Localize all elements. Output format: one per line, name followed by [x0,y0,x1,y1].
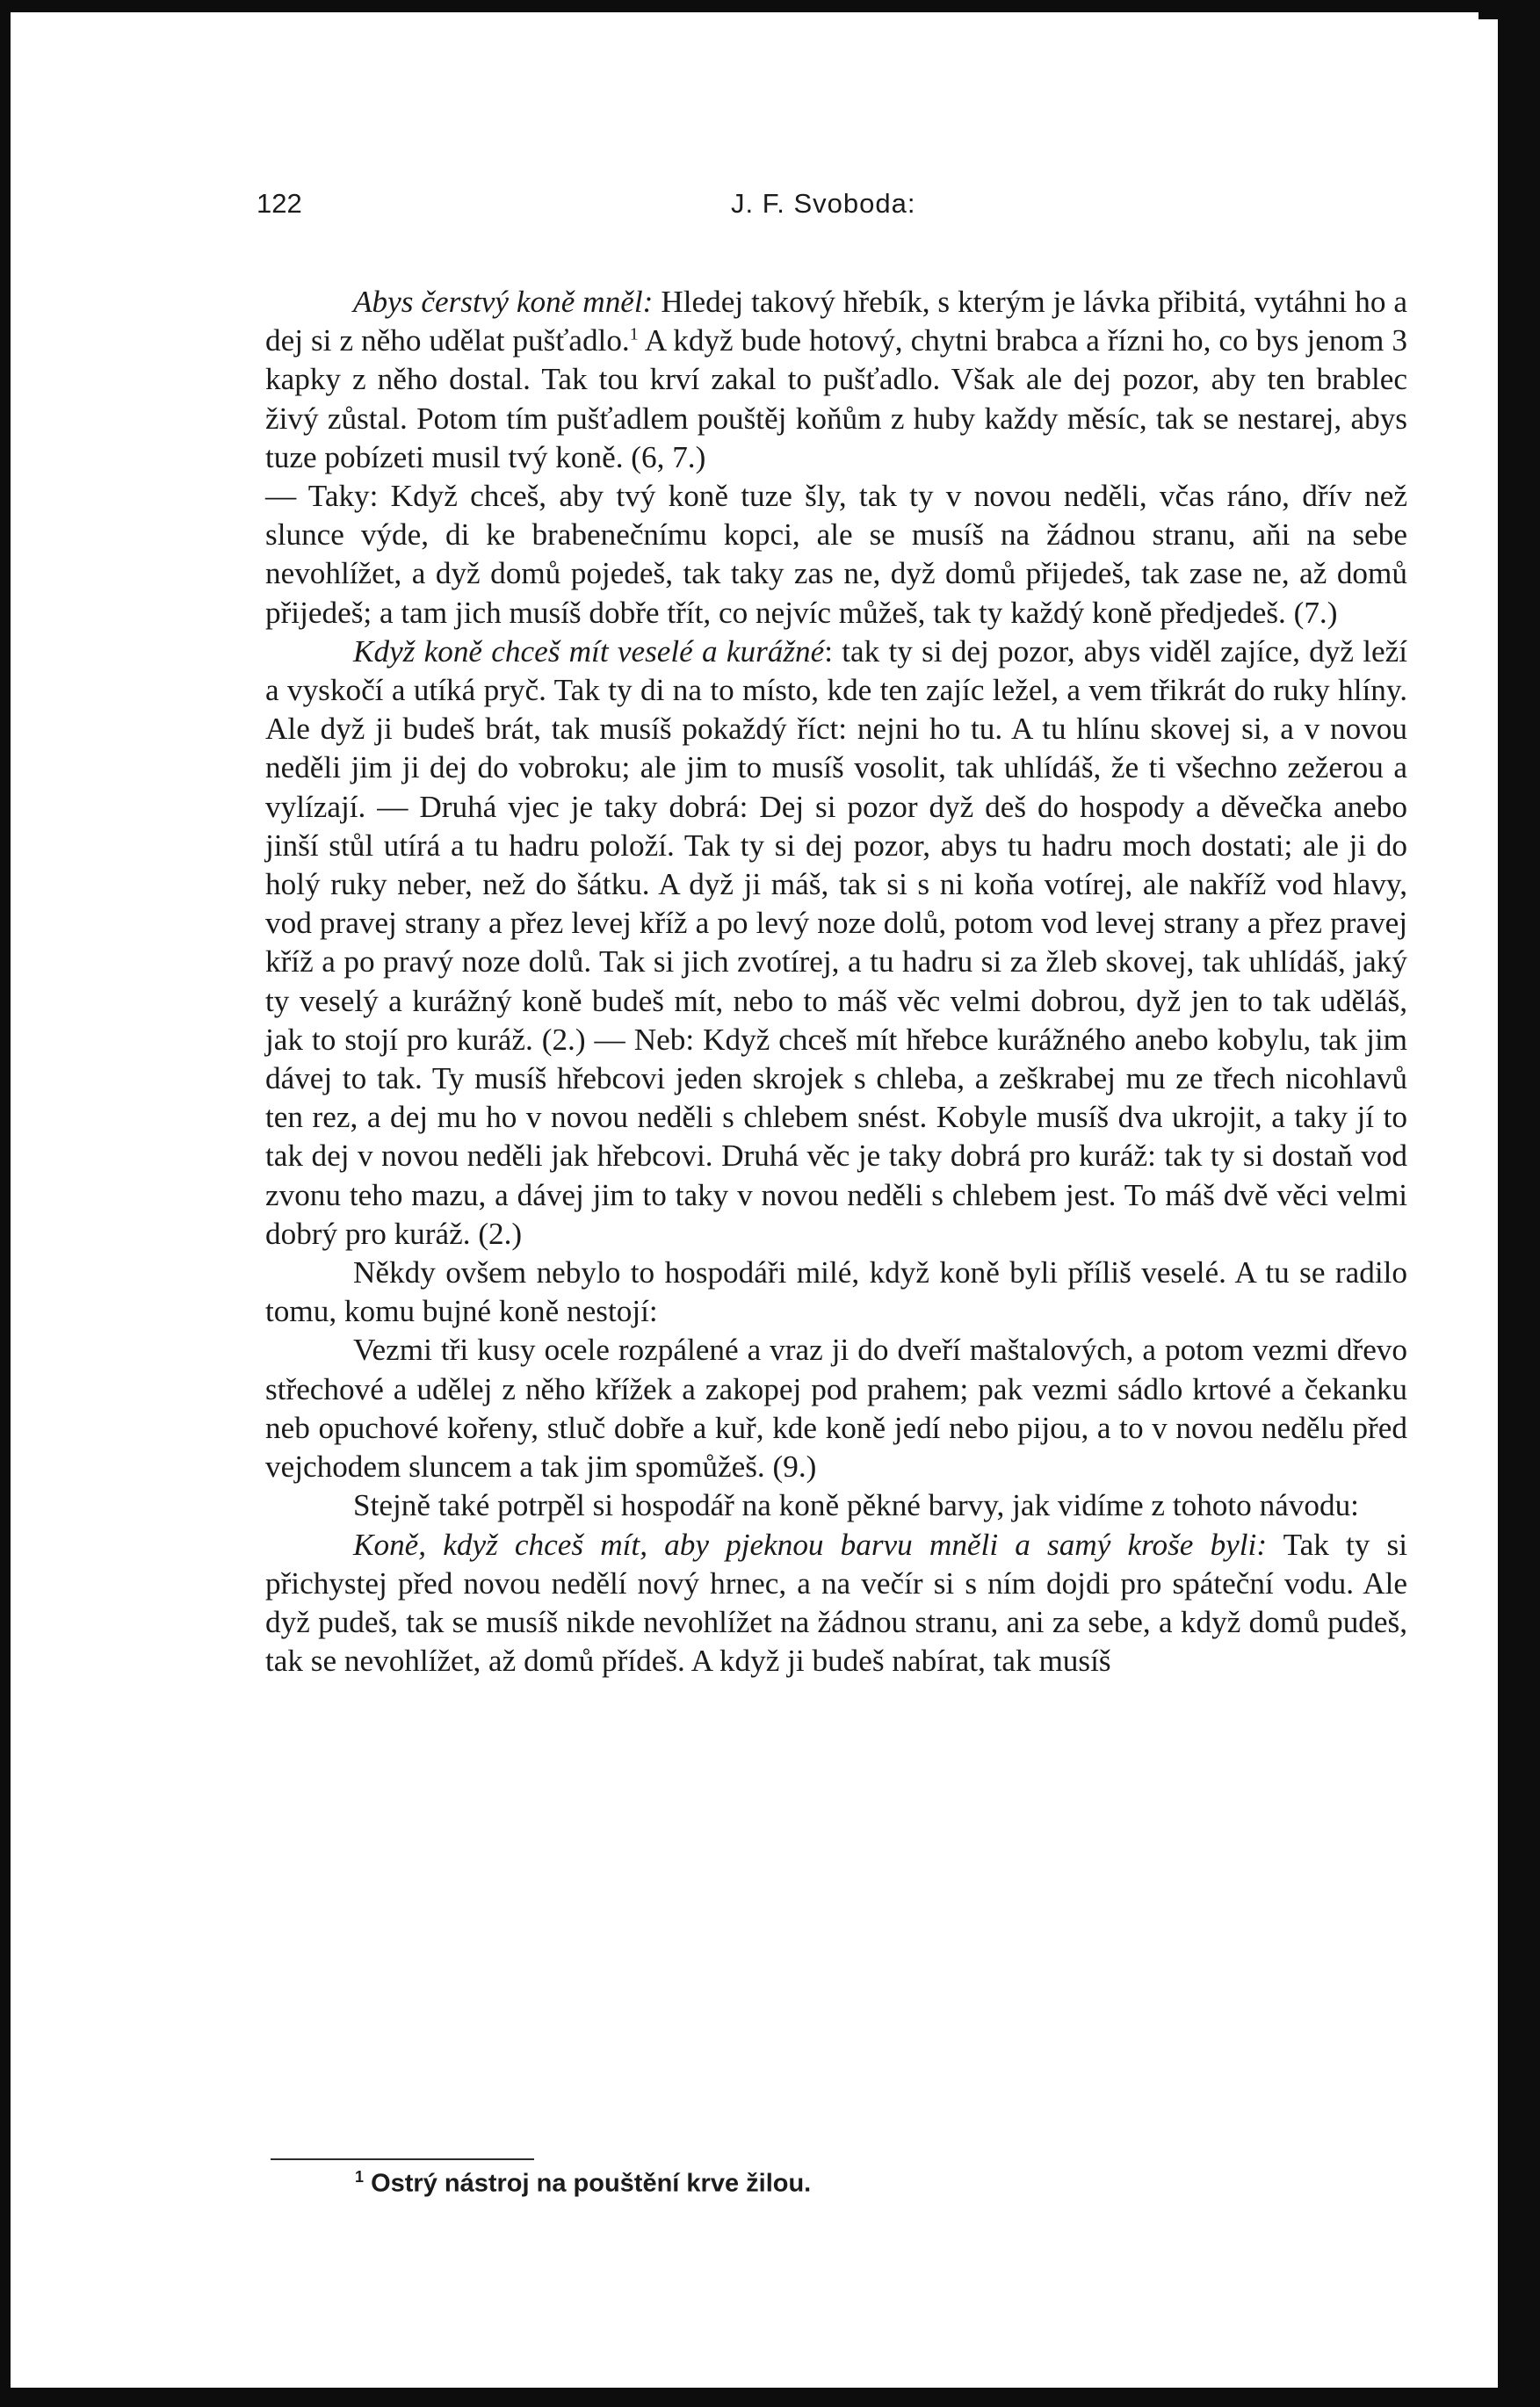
footnote-divider [271,2158,534,2160]
footnote-marker: 1 [355,2168,365,2186]
paragraph-calming-recipe [265,1331,1407,1486]
paragraph-text: Vezmi tři kusy ocele rozpálené a vraz ji do dveří maštalových, a potom vezmi dřevo střechové a udělej z něho křížek a zakopej pod prahem; pak vezmi sádlo krtové a čekanku neb opuchové kořeny, stluč dobře a kuř, kde koně jedí nebo pijou, a to v novou nedělu před vejchodem sluncem a tak jim spomůžeš. (9.) [265,1333,1407,1485]
scan-border-notch [1479,0,1498,19]
paragraph-text: — Taky: Když chceš, aby tvý koně tuze šly, tak ty v novou neděli, včas ráno, dřív než slunce výde, di ke brabenečnímu kopci, ale se musíš na žádnou stranu, aňi na sebe nevohlížet, a dyž domů pojedeš, tak taky zas ne, dyž domů přijedeš, tak zase ne, až domů přijedeš; a tam jich musíš dobře třít, co nejvíc můžeš, tak ty každý koně předjedeš. (7.) [265,479,1407,630]
paragraph-fast-horses [265,477,1407,632]
recipe-heading: Abys čerstvý koně mněl: [353,285,654,319]
paragraph-nice-colour-recipe [265,1526,1407,1681]
scan-border-left [0,0,11,2407]
paragraph-text: Hledej takový hřebík, s kterým je lávka přibitá, vytáhni ho a dej si z něho udělat pušťadlo. [265,285,1407,358]
scan-border-bottom [0,2388,1540,2407]
paragraph-too-lively [265,1254,1407,1331]
running-head: J. F. Svoboda: [731,188,916,219]
recipe-heading: Když koně chceš mít veselé a kurážné [353,633,825,669]
footnote-reference: 1 [629,324,639,344]
paragraph-text: Stejně také potrpěl si hospodář na koně pěkné barvy, jak vidíme z tohoto návodu: [353,1488,1359,1523]
scan-border-right [1498,0,1540,2407]
footnote-text: Ostrý nástroj na pouštění krve žilou. [364,2169,812,2198]
body-text [265,283,1407,1681]
paragraph-nice-colour-intro [265,1486,1407,1525]
paragraph-text: Někdy ovšem nebylo to hospodáři milé, když koně byli příliš veselé. A tu se radilo tomu, komu bujné koně nestojí: [265,1255,1407,1329]
recipe-heading: Koně, když chceš mít, aby pjeknou barvu mněli a samý kroše byli: [353,1527,1268,1562]
paragraph-text: Tak ty si přichystej před novou nedělí nový hrnec, a na večír si s ním dojdi pro spáteční vodu. Ale dyž pudeš, tak se musíš nikde nevohlížet na žádnou stranu, ani za sebe, a když domů pudeš, tak se nevohlížet, až domů přídeš. A když ji budeš nabírat, tak musíš [265,1527,1408,1679]
page-number: 122 [257,188,302,219]
scan-border-top [0,0,1540,12]
page-header [257,188,1399,232]
footnote [355,2168,1321,2199]
paragraph-lively-horses [265,632,1407,1254]
paragraph-text: A když bude hotový, chytni brabca a řízni ho, co bys jenom 3 kapky z něho dostal. Tak tou krví zakal to pušťadlo. Však ale dej pozor, aby ten brablec živý zůstal. Potom tím pušťadlem pouštěj koňům z huby každy měsíc, tak se nestarej, abys tuze pobízeti musil tvý koně. (6, 7.) [265,323,1407,474]
paragraph-text: : tak ty si dej pozor, abys viděl zajíce, dyž leží a vyskočí a utíká pryč. Tak ty di na to místo, kde ten zajíc ležel, a vem třikrát do ruky hlíny. Ale dyž ji budeš brát, tak musíš pokaždý říct: nejni ho tu. A tu hlínu skovej si, a v novou neděli jim ji dej do vobroku; ale jim to musíš vosolit, tak uhlídáš, že ti všechno zežerou a vylízají. — Druhá vjec je taky dobrá: Dej si pozor dyž deš do hospody a děvečka anebo jinší stůl utírá a tu hadru položí. Tak ty si dej pozor, abys tu hadru moch dostati; ale ji do holý ruky neber, než do šátku. A dyž ji máš, tak si s ni koňa votírej, ale nakříž vod hlavy, vod pravej strany a přez levej kříž a po levý noze dolů, potom vod levej strany a přez pravej kříž a po pravý noze dolů. Tak si jich zvotírej, a tu hadru si za žleb skovej, tak uhlídáš, jaký ty veselý a kurážný koně budeš mít, nebo to máš věc velmi dobrou, dyž jen to tak uděláš, jak to stojí pro kuráž. (2.) — Neb: Když chceš mít hřebce kurážného anebo kobylu, tak jim dávej to tak. Ty musíš hřebcovi jeden skrojek s chleba, a zeškrabej mu ze třech nicohlavů ten rez, a dej mu ho v novou neděli s chlebem snést. Kobyle musíš dva ukrojit, a taky jí to tak dej v novou neděli jak hřebcovi. Druhá věc je taky dobrá pro kuráž: tak ty si dostaň vod zvonu teho mazu, a dávej jim to taky v novou neděli s chlebem jest. To máš dvě věci velmi dobrý pro kuráž. (2.) [265,633,1407,1251]
paragraph-fresh-horses [265,283,1407,477]
